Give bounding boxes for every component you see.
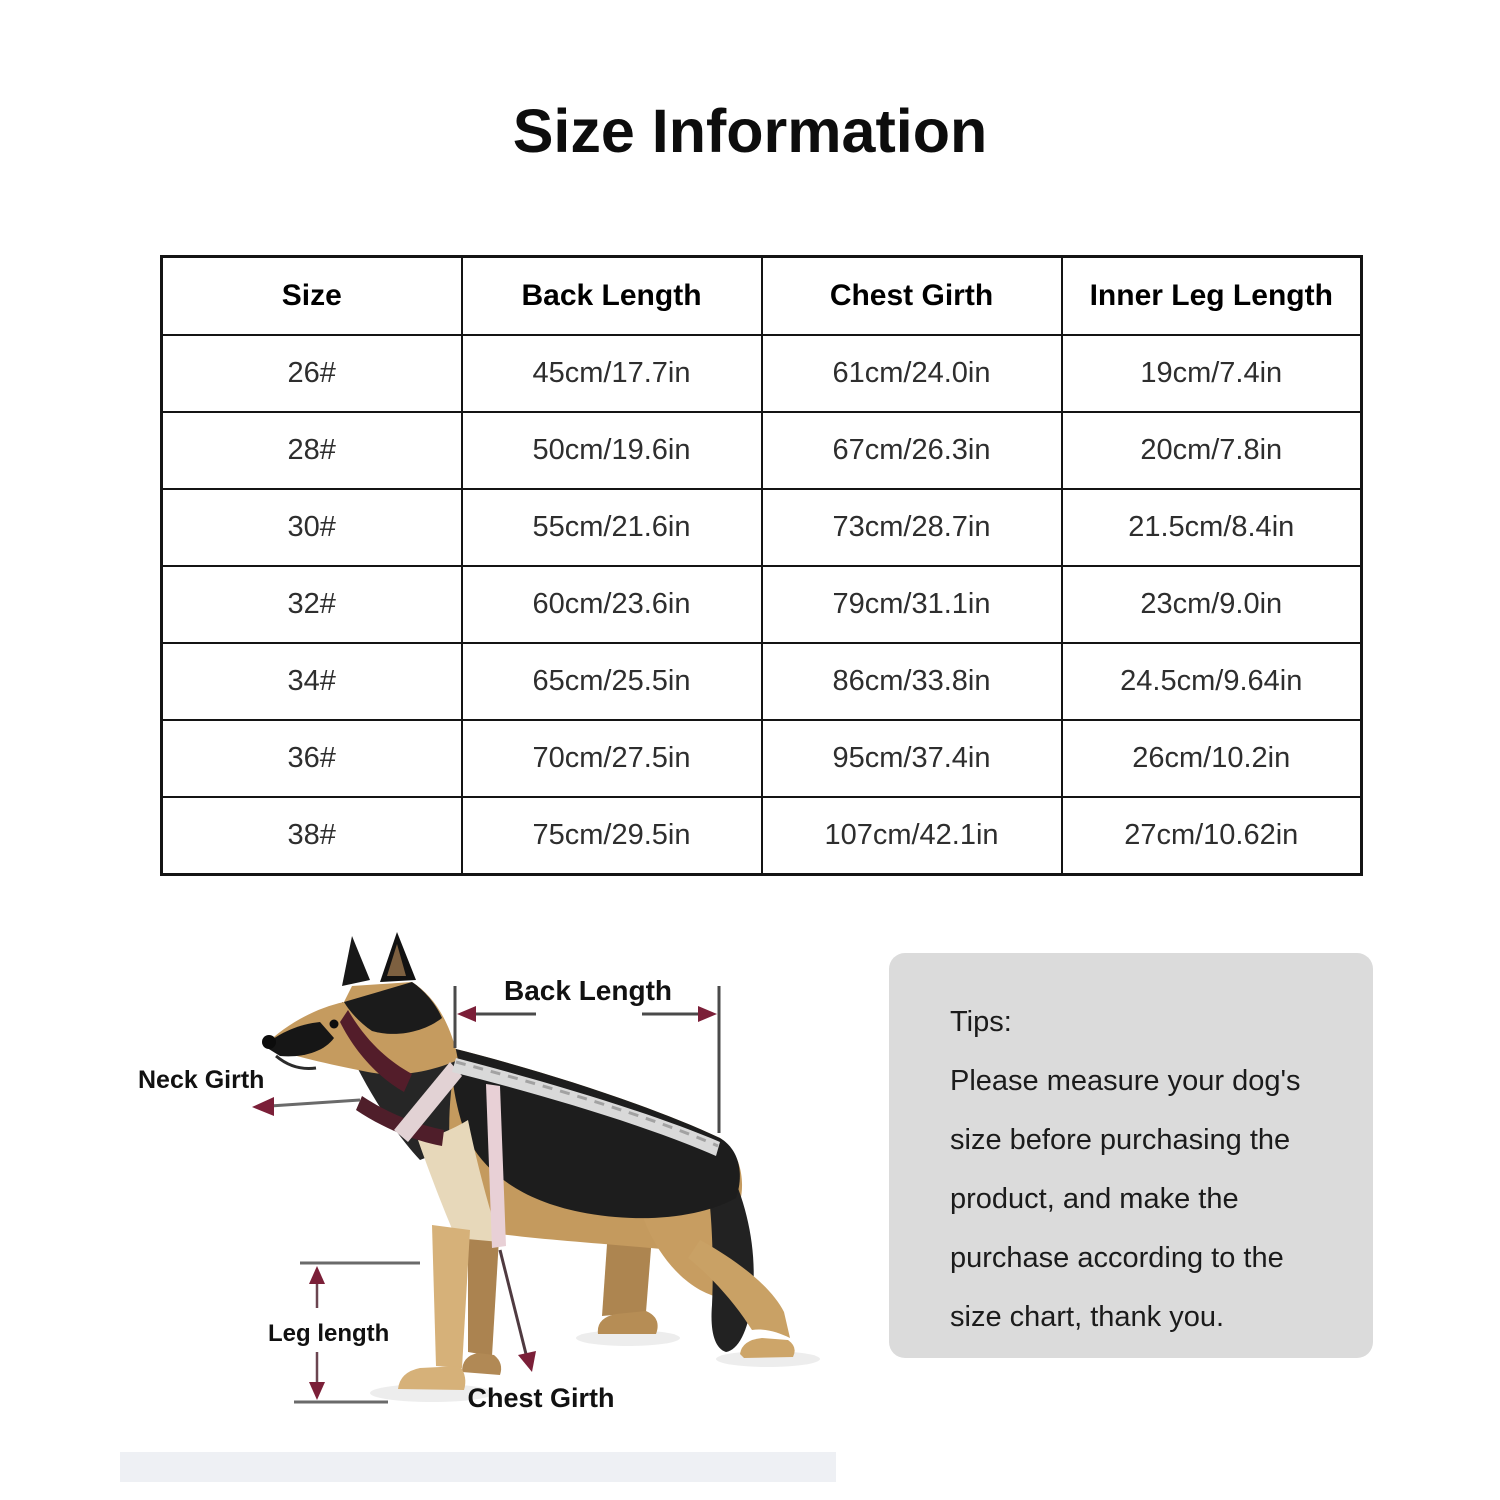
- table-row: [162, 412, 1362, 489]
- table-cell: 50cm/19.6in: [462, 412, 762, 489]
- header-cell-chest-girth: Chest Girth: [762, 257, 1062, 336]
- table-cell: 23cm/9.0in: [1062, 566, 1362, 643]
- down-arrowhead-icon: [309, 1382, 325, 1400]
- chest-girth-label: Chest Girth: [467, 1383, 615, 1413]
- table-cell: 19cm/7.4in: [1062, 335, 1362, 412]
- table-cell: 26cm/10.2in: [1062, 720, 1362, 797]
- table-cell: 79cm/31.1in: [762, 566, 1062, 643]
- table-cell: 36#: [162, 720, 462, 797]
- table-row: [162, 489, 1362, 566]
- table-cell: 61cm/24.0in: [762, 335, 1062, 412]
- table-cell: 30#: [162, 489, 462, 566]
- tips-box: [889, 953, 1373, 1358]
- table-cell: 55cm/21.6in: [462, 489, 762, 566]
- table-cell: 95cm/37.4in: [762, 720, 1062, 797]
- table-cell: 70cm/27.5in: [462, 720, 762, 797]
- table-cell: 21.5cm/8.4in: [1062, 489, 1362, 566]
- table-cell: 60cm/23.6in: [462, 566, 762, 643]
- neck-girth-arrow-line: [270, 1100, 360, 1106]
- table-cell: 20cm/7.8in: [1062, 412, 1362, 489]
- chest-girth-arrow-line: [500, 1250, 527, 1358]
- header-cell-inner-leg-length: Inner Leg Length: [1062, 257, 1362, 336]
- table-cell: 65cm/25.5in: [462, 643, 762, 720]
- left-arrowhead-icon: [252, 1097, 274, 1116]
- table-cell: 107cm/42.1in: [762, 797, 1062, 875]
- table-cell: 24.5cm/9.64in: [1062, 643, 1362, 720]
- tips-line: size chart, thank you.: [950, 1301, 1225, 1333]
- table-cell: 26#: [162, 335, 462, 412]
- table-cell: 28#: [162, 412, 462, 489]
- leg-length-label: Leg length: [268, 1320, 390, 1347]
- tips-line: size before purchasing the: [950, 1124, 1291, 1156]
- tips-line: purchase according to the: [950, 1242, 1284, 1274]
- table-cell: 67cm/26.3in: [762, 412, 1062, 489]
- header-cell-back-length: Back Length: [462, 257, 762, 336]
- photo-bottom-strip: [120, 1452, 836, 1482]
- size-table: [160, 255, 1363, 876]
- tips-line: product, and make the: [950, 1183, 1239, 1215]
- table-row: [162, 720, 1362, 797]
- up-arrowhead-icon: [309, 1266, 325, 1284]
- table-cell: 73cm/28.7in: [762, 489, 1062, 566]
- table-row: [162, 335, 1362, 412]
- table-cell: 34#: [162, 643, 462, 720]
- dog-measurement-diagram: [70, 930, 870, 1490]
- header-row: [162, 257, 1362, 336]
- tips-heading: Tips:: [950, 1006, 1012, 1038]
- table-cell: 75cm/29.5in: [462, 797, 762, 875]
- right-arrowhead-icon: [698, 1006, 717, 1022]
- size-table-head: [162, 257, 1362, 336]
- header-cell-size: Size: [162, 257, 462, 336]
- leg-length-annotation: [268, 1263, 420, 1402]
- neck-girth-label: Neck Girth: [138, 1066, 265, 1094]
- table-cell: 38#: [162, 797, 462, 875]
- page-title: Size Information: [512, 97, 988, 165]
- table-cell: 86cm/33.8in: [762, 643, 1062, 720]
- table-row: [162, 566, 1362, 643]
- table-cell: 27cm/10.62in: [1062, 797, 1362, 875]
- back-length-label: Back Length: [503, 975, 673, 1006]
- table-cell: 45cm/17.7in: [462, 335, 762, 412]
- table-row: [162, 797, 1362, 875]
- table-row: [162, 643, 1362, 720]
- table-cell: 32#: [162, 566, 462, 643]
- size-table-body: [162, 335, 1362, 875]
- left-arrowhead-icon: [457, 1006, 476, 1022]
- tips-line: Please measure your dog's: [950, 1065, 1301, 1097]
- neck-girth-annotation: [138, 1066, 360, 1116]
- down-arrowhead-icon: [518, 1351, 536, 1372]
